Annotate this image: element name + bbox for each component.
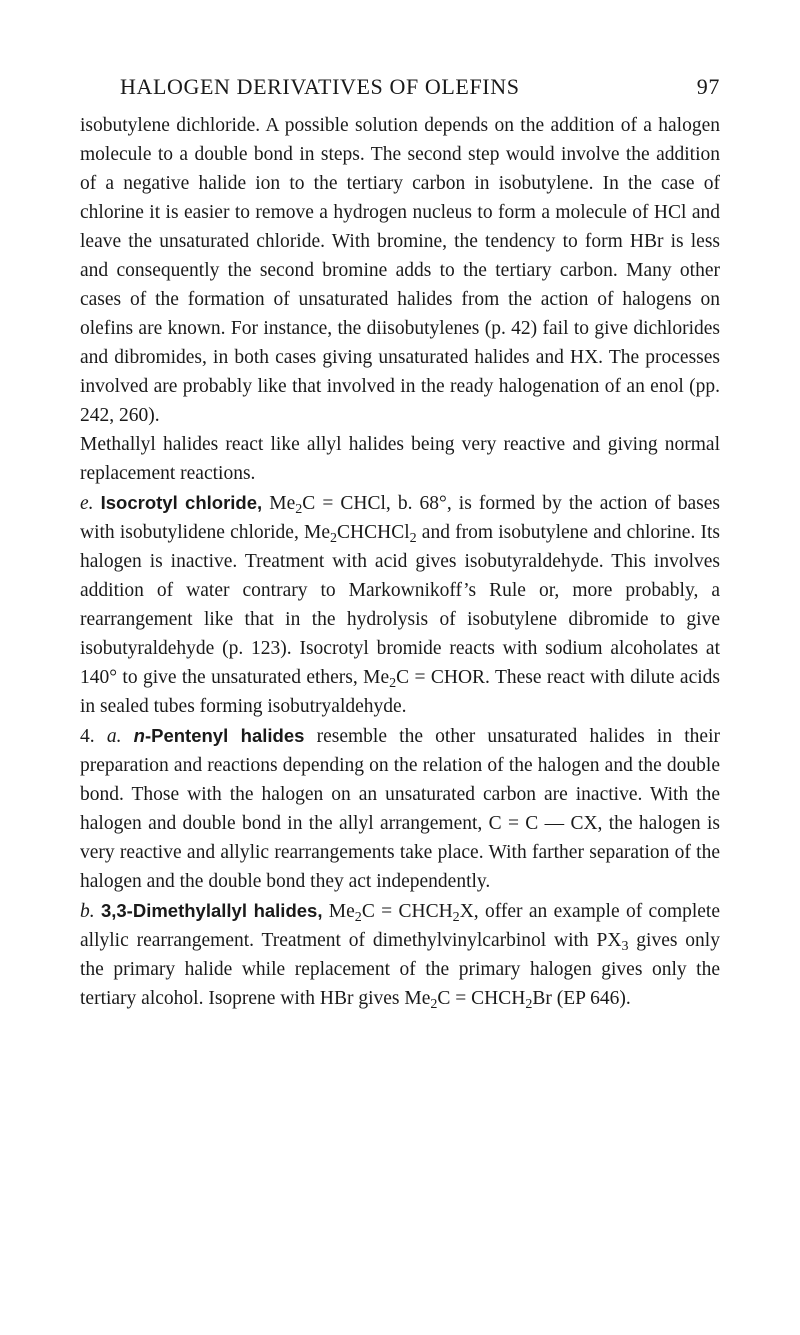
text-run: and from isobutylene and chlorine. Its halogen is inactive. Treatment with acid gives isobutyraldehyde. This involves addition of water contrary to Markownikoff’s Rule or, more probably, a rearrangement like that in the hydrolysis of isobutylene dibromide to give isobutyraldehyde (p. 123). Isocrotyl bromide reacts with sodium alcoholates at 140° to give the unsaturated ethers, Me bbox=[80, 522, 721, 688]
page-number: 97 bbox=[696, 74, 720, 99]
subscript: 2 bbox=[452, 908, 460, 925]
subscript: 3 bbox=[621, 937, 629, 954]
paragraph-dimethylallyl-halides bbox=[80, 896, 720, 1013]
text-run: C = CHCH bbox=[437, 988, 526, 1009]
text-run: C = CHCH bbox=[361, 901, 453, 922]
section-heading: 3,3-Dimethylallyl halides, bbox=[100, 900, 323, 921]
section-heading-prefix: n bbox=[133, 725, 145, 746]
text-run: CHCHCl bbox=[337, 522, 410, 543]
section-label: e. bbox=[80, 493, 94, 514]
paragraph-isocrotyl-chloride bbox=[80, 488, 720, 721]
section-label: a. bbox=[106, 726, 122, 747]
body-text bbox=[80, 111, 720, 1013]
subscript: 2 bbox=[430, 995, 438, 1012]
paragraph-pentenyl-halides bbox=[80, 721, 720, 896]
section-heading: Isocrotyl chloride, bbox=[100, 492, 263, 513]
section-heading: -Pentenyl halides bbox=[144, 725, 305, 746]
text-run: Br (EP 646). bbox=[532, 988, 631, 1009]
paragraph-isobutylene-dichloride: isobutylene dichloride. A possible solution depends on the addition of a halogen molecule to a double bond in steps. The second step would involve the addition of a negative halide ion to the tertiary carbon in isobutylene. In the case of chlorine it is easier to remove a hydrogen nucleus to form a molecule of HCl and leave the unsaturated chloride. With bromine, the tendency to form HBr is less and consequently the second bromine adds to the tertiary carbon. Many other cases of the formation of unsaturated halides from the action of halogens on olefins are known. For instance, the diisobutylenes (p. 42) fail to give dichlorides and dibromides, in both cases giving unsaturated halides and HX. The processes involved are probably like that involved in the ready halogenation of an enol (pp. 242, 260). bbox=[80, 115, 720, 426]
subscript: 2 bbox=[330, 529, 338, 546]
subscript: 2 bbox=[525, 995, 533, 1012]
paragraph-methallyl-halides: Methallyl halides react like allyl halides being very reactive and giving normal replacement reactions. bbox=[80, 434, 720, 484]
subscript: 2 bbox=[295, 500, 303, 517]
running-head bbox=[80, 74, 720, 106]
subscript: 2 bbox=[409, 529, 417, 546]
section-label: b. bbox=[80, 901, 95, 922]
text-run: C = CHCl, b. 68°, is formed by the action of bases with isobutylidene chloride, Me bbox=[80, 493, 720, 543]
text-run: gives only the primary halide while replacement of the primary halogen gives only the tertiary alcohol. Isoprene with HBr gives Me bbox=[80, 930, 720, 1009]
text-run: C = CHOR. These react with dilute acids in sealed tubes forming isobutryaldehyde. bbox=[80, 667, 720, 717]
text-run: X, offer an example of complete allylic rearrangement. Treatment of dimethylvinylcarbinol with PX bbox=[80, 901, 721, 951]
running-title: HALOGEN DERIVATIVES OF OLEFINS bbox=[120, 74, 520, 99]
subscript: 2 bbox=[389, 674, 397, 691]
section-number: 4. bbox=[80, 726, 107, 747]
text-run: resemble the other unsaturated halides in their preparation and reactions depending on the relation of the halogen and the double bond. Those with the halogen on an unsaturated carbon are inactive. With the halogen and double bond in the allyl arrangement, C = C — CX, the halogen is very reactive and allylic rearrangements take place. With farther separation of the halogen and the double bond they act independently. bbox=[80, 726, 720, 892]
text-run: Me bbox=[262, 493, 296, 514]
text-run: Me bbox=[322, 901, 355, 922]
subscript: 2 bbox=[354, 908, 362, 925]
